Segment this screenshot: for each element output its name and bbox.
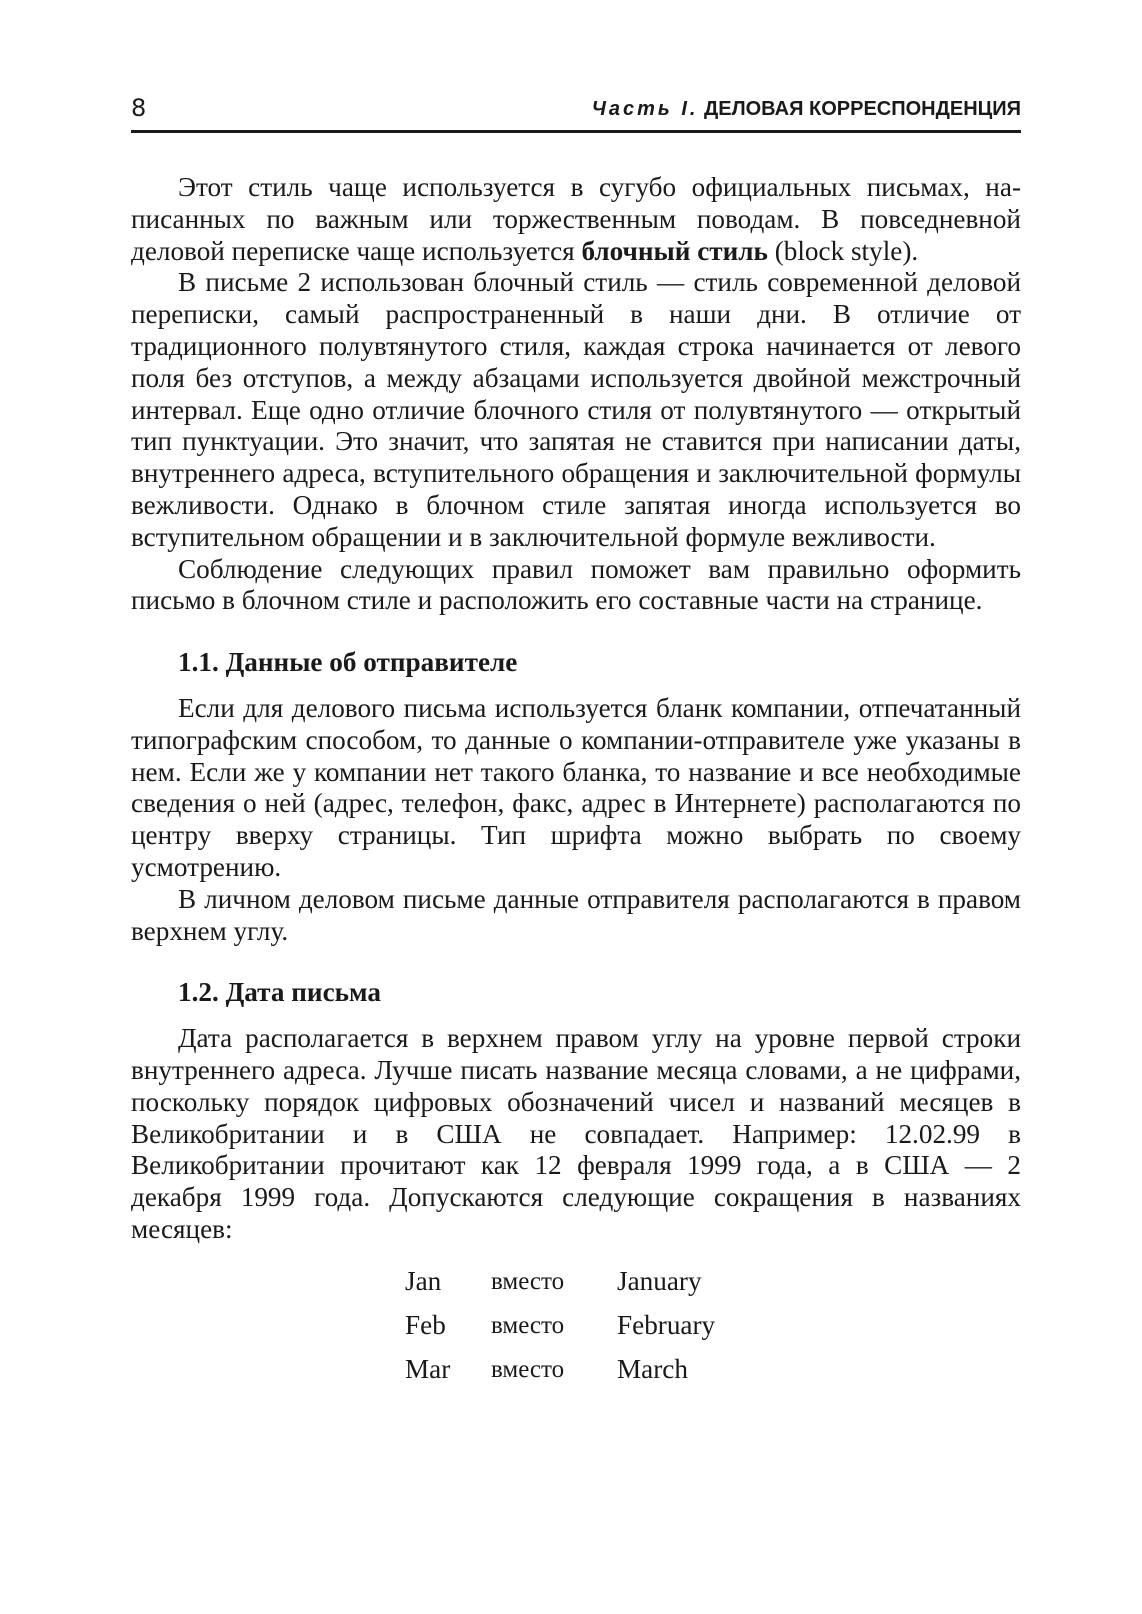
month-full: January	[617, 1265, 702, 1296]
paragraph: Дата располагается в верхнем правом углу на уровне первой строки внутреннего адреса. Лучше писать название месяца словами, а не цифрами, поскольку порядок цифровых обозначений чисел и названий месяцев в Великобритании и в США не совпадает. Например: 12.02.99 в Великобритании прочитают как 12 февраля 1999 года, а в США — 2 декабря 1999 года. Допускаются следующие сокращения в названиях месяцев:	[131, 1023, 1021, 1244]
section-title: ДЕЛОВАЯ КОРРЕСПОНДЕНЦИЯ	[704, 98, 1021, 120]
paragraph: В личном деловом письме данные отправителя располагаются в правом верхнем углу.	[131, 883, 1021, 946]
page-body	[131, 172, 1021, 1392]
month-abbr: Feb	[405, 1309, 446, 1340]
part-label: Часть I.	[591, 98, 699, 120]
connector-word: вместо	[491, 1355, 565, 1383]
table-row	[405, 1304, 715, 1348]
month-full: March	[617, 1353, 688, 1384]
month-abbreviation-table	[405, 1260, 715, 1392]
paragraph	[131, 172, 1021, 267]
paragraph-text: (block style).	[767, 235, 919, 266]
section-heading: 1.1. Данные об отправителе	[178, 647, 518, 678]
paragraph: В письме 2 использован блочный стиль — стиль современной деловой переписки, самый распространенный в наши дни. В отличие от традиционного полувтянутого стиля, каждая строка начинается от левого поля без отступов, а между абзацами используется двойной межстрочный интервал. Еще одно отличие блочного стиля от полувтянутого — открытый тип пунктуации. Это значит, что запятая не ставится при написании даты, внутреннего адреса, вступительного обращения и заключительной формулы вежливости. Однако в блочном стиле запятая иногда используется во вступительном обращении и в заключительной формуле вежливости.	[131, 267, 1021, 552]
running-head	[592, 98, 1021, 121]
section-heading: 1.2. Дата письма	[178, 977, 381, 1008]
month-abbr: Mar	[405, 1353, 451, 1384]
page-number: 8	[131, 94, 147, 122]
connector-word: вместо	[491, 1267, 565, 1295]
table-row	[405, 1348, 715, 1392]
page-header	[131, 90, 1021, 133]
month-full: February	[617, 1309, 716, 1340]
paragraph: Если для делового письма используется бланк компании, отпечатанный типографским способом, то данные о компании-отправителе уже указаны в нем. Если же у компании нет такого бланка, то название и все необходимые сведения о ней (адрес, телефон, факс, адрес в Интернете) располагаются по центру вверху страницы. Тип шрифта можно выбрать по своему усмотрению.	[131, 692, 1021, 882]
table-row	[405, 1260, 715, 1304]
paragraph-text: Этот стиль чаще используется в сугубо официальных письмах, написанных по важным или торжественным поводам. В повседневной деловой переписке чаще используется	[131, 172, 1021, 266]
paragraph: Соблюдение следующих правил поможет вам правильно оформить письмо в блочном стиле и расположить его составные части на странице.	[131, 553, 1021, 616]
bold-term: блочный стиль	[581, 235, 768, 266]
month-abbr: Jan	[405, 1265, 442, 1296]
connector-word: вместо	[491, 1311, 565, 1339]
